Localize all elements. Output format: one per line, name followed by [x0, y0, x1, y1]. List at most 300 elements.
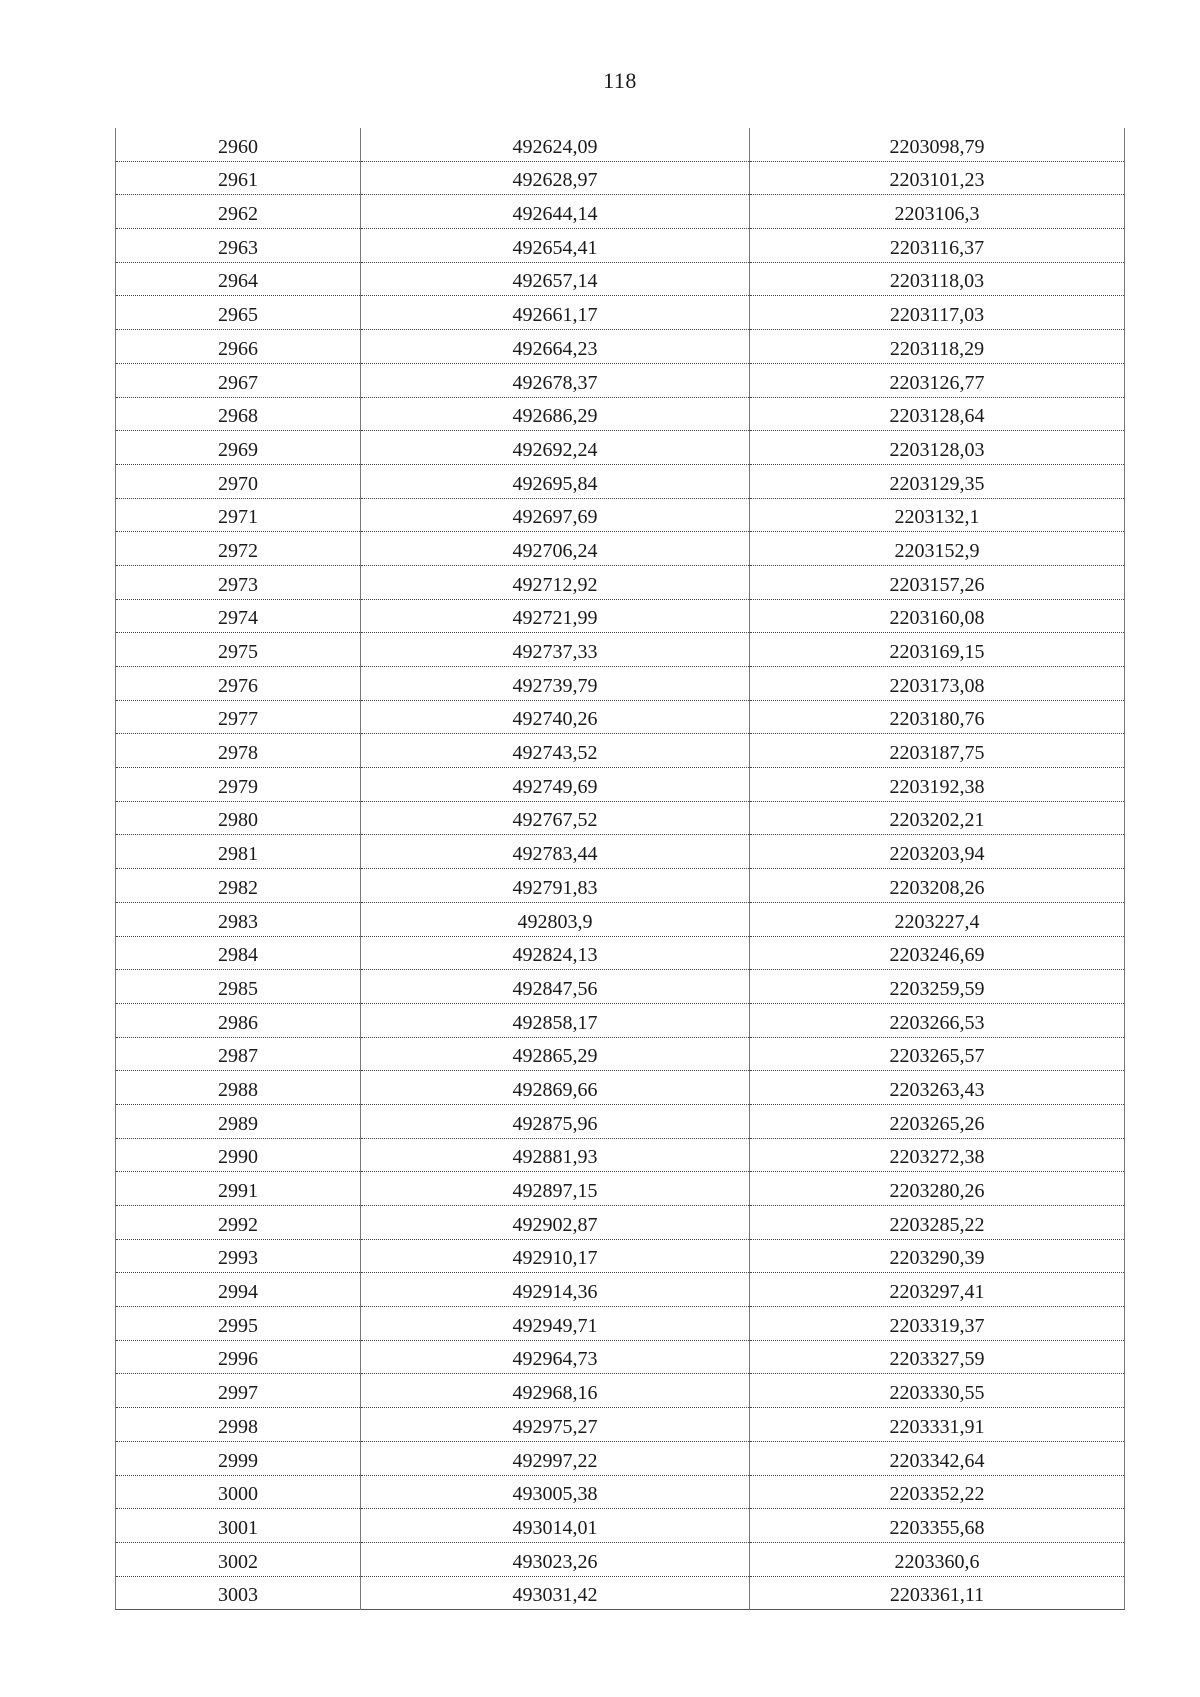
y-coordinate-value: 2203098,79 — [889, 135, 985, 158]
point-number-cell — [116, 1138, 361, 1172]
y-coordinate-value: 2203157,26 — [889, 573, 985, 596]
x-coordinate-cell — [361, 1172, 750, 1206]
point-number-value: 2971 — [218, 506, 258, 529]
table-row — [116, 667, 1125, 701]
table-row — [116, 801, 1125, 835]
x-coordinate-value: 492875,96 — [512, 1112, 598, 1135]
y-coordinate-value: 2203160,08 — [889, 607, 985, 630]
point-number-value: 2966 — [218, 337, 258, 360]
x-coordinate-cell — [361, 1239, 750, 1273]
point-number-cell — [116, 700, 361, 734]
y-coordinate-cell — [750, 128, 1125, 161]
point-number-cell — [116, 768, 361, 802]
table-row — [116, 498, 1125, 532]
y-coordinate-value: 2203327,59 — [889, 1348, 985, 1371]
x-coordinate-value: 492678,37 — [512, 371, 598, 394]
table-row — [116, 1340, 1125, 1374]
table-row — [116, 397, 1125, 431]
y-coordinate-cell — [750, 161, 1125, 195]
y-coordinate-cell — [750, 1509, 1125, 1543]
table-row — [116, 734, 1125, 768]
x-coordinate-cell — [361, 700, 750, 734]
y-coordinate-value: 2203118,29 — [889, 337, 985, 360]
table-row — [116, 363, 1125, 397]
point-number-cell — [116, 1206, 361, 1240]
x-coordinate-value: 492712,92 — [512, 573, 598, 596]
y-coordinate-value: 2203266,53 — [889, 1011, 985, 1034]
y-coordinate-value: 2203128,03 — [889, 438, 985, 461]
table-row — [116, 1104, 1125, 1138]
point-number-cell — [116, 1408, 361, 1442]
coordinates-table — [115, 128, 1125, 1610]
point-number-cell — [116, 835, 361, 869]
y-coordinate-value: 2203290,39 — [889, 1247, 985, 1270]
y-coordinate-cell — [750, 330, 1125, 364]
x-coordinate-value: 492721,99 — [512, 607, 598, 630]
table-row — [116, 296, 1125, 330]
y-coordinate-cell — [750, 262, 1125, 296]
table-row — [116, 1441, 1125, 1475]
point-number-cell — [116, 229, 361, 263]
point-number-cell — [116, 330, 361, 364]
y-coordinate-value: 2203265,57 — [889, 1045, 985, 1068]
point-number-cell — [116, 1307, 361, 1341]
point-number-value: 2992 — [218, 1213, 258, 1236]
y-coordinate-cell — [750, 464, 1125, 498]
table-row — [116, 431, 1125, 465]
y-coordinate-cell — [750, 431, 1125, 465]
x-coordinate-cell — [361, 195, 750, 229]
x-coordinate-value: 492628,97 — [512, 169, 598, 192]
y-coordinate-value: 2203116,37 — [889, 236, 985, 259]
table-row — [116, 464, 1125, 498]
y-coordinate-cell — [750, 1071, 1125, 1105]
point-number-cell — [116, 936, 361, 970]
x-coordinate-cell — [361, 936, 750, 970]
point-number-value: 3003 — [218, 1584, 258, 1607]
point-number-value: 2986 — [218, 1011, 258, 1034]
y-coordinate-cell — [750, 1408, 1125, 1442]
table-row — [116, 262, 1125, 296]
point-number-value: 2983 — [218, 910, 258, 933]
y-coordinate-value: 2203173,08 — [889, 674, 985, 697]
point-number-cell — [116, 1239, 361, 1273]
point-number-value: 2985 — [218, 977, 258, 1000]
x-coordinate-cell — [361, 1206, 750, 1240]
x-coordinate-cell — [361, 565, 750, 599]
table-row — [116, 1273, 1125, 1307]
x-coordinate-value: 493031,42 — [512, 1584, 598, 1607]
y-coordinate-value: 2203180,76 — [889, 708, 985, 731]
point-number-cell — [116, 1003, 361, 1037]
y-coordinate-value: 2203187,75 — [889, 742, 985, 765]
point-number-cell — [116, 734, 361, 768]
y-coordinate-value: 2203352,22 — [889, 1483, 985, 1506]
point-number-value: 2994 — [218, 1281, 258, 1304]
x-coordinate-value: 492902,87 — [512, 1213, 598, 1236]
x-coordinate-value: 492824,13 — [512, 944, 598, 967]
x-coordinate-cell — [361, 161, 750, 195]
x-coordinate-value: 492740,26 — [512, 708, 598, 731]
y-coordinate-cell — [750, 195, 1125, 229]
point-number-value: 2982 — [218, 876, 258, 899]
point-number-value: 3001 — [218, 1516, 258, 1539]
x-coordinate-value: 492975,27 — [512, 1415, 598, 1438]
x-coordinate-cell — [361, 599, 750, 633]
y-coordinate-cell — [750, 599, 1125, 633]
x-coordinate-value: 492949,71 — [512, 1314, 598, 1337]
table-row — [116, 1307, 1125, 1341]
y-coordinate-value: 2203227,4 — [894, 910, 980, 933]
point-number-value: 2995 — [218, 1314, 258, 1337]
y-coordinate-value: 2203272,38 — [889, 1146, 985, 1169]
x-coordinate-cell — [361, 1273, 750, 1307]
x-coordinate-cell — [361, 363, 750, 397]
y-coordinate-cell — [750, 363, 1125, 397]
table-row — [116, 1172, 1125, 1206]
point-number-cell — [116, 801, 361, 835]
point-number-cell — [116, 363, 361, 397]
y-coordinate-cell — [750, 1206, 1125, 1240]
x-coordinate-cell — [361, 1071, 750, 1105]
table-row — [116, 700, 1125, 734]
point-number-cell — [116, 1475, 361, 1509]
y-coordinate-cell — [750, 734, 1125, 768]
y-coordinate-value: 2203361,11 — [889, 1584, 985, 1607]
point-number-value: 2969 — [218, 438, 258, 461]
table-row — [116, 330, 1125, 364]
x-coordinate-value: 492692,24 — [512, 438, 598, 461]
y-coordinate-value: 2203331,91 — [889, 1415, 985, 1438]
point-number-cell — [116, 161, 361, 195]
y-coordinate-cell — [750, 532, 1125, 566]
x-coordinate-cell — [361, 1509, 750, 1543]
x-coordinate-value: 492695,84 — [512, 472, 598, 495]
point-number-cell — [116, 1273, 361, 1307]
point-number-value: 2980 — [218, 809, 258, 832]
page-number: 118 — [603, 68, 637, 93]
y-coordinate-cell — [750, 397, 1125, 431]
y-coordinate-value: 2203132,1 — [894, 506, 980, 529]
y-coordinate-value: 2203128,64 — [889, 405, 985, 428]
x-coordinate-value: 492767,52 — [512, 809, 598, 832]
point-number-cell — [116, 1172, 361, 1206]
y-coordinate-value: 2203101,23 — [889, 169, 985, 192]
x-coordinate-value: 492624,09 — [512, 135, 598, 158]
y-coordinate-value: 2203285,22 — [889, 1213, 985, 1236]
y-coordinate-cell — [750, 1104, 1125, 1138]
x-coordinate-value: 492865,29 — [512, 1045, 598, 1068]
y-coordinate-value: 2203319,37 — [889, 1314, 985, 1337]
x-coordinate-value: 492661,17 — [512, 304, 598, 327]
point-number-value: 2964 — [218, 270, 258, 293]
y-coordinate-value: 2203263,43 — [889, 1078, 985, 1101]
table-row — [116, 532, 1125, 566]
point-number-value: 2973 — [218, 573, 258, 596]
table-row — [116, 195, 1125, 229]
point-number-value: 2993 — [218, 1247, 258, 1270]
x-coordinate-value: 492997,22 — [512, 1449, 598, 1472]
point-number-cell — [116, 1374, 361, 1408]
table-row — [116, 902, 1125, 936]
point-number-cell — [116, 464, 361, 498]
y-coordinate-cell — [750, 1273, 1125, 1307]
y-coordinate-value: 2203330,55 — [889, 1382, 985, 1405]
x-coordinate-cell — [361, 734, 750, 768]
point-number-cell — [116, 431, 361, 465]
point-number-cell — [116, 1104, 361, 1138]
y-coordinate-cell — [750, 1037, 1125, 1071]
y-coordinate-cell — [750, 801, 1125, 835]
point-number-value: 2990 — [218, 1146, 258, 1169]
y-coordinate-cell — [750, 565, 1125, 599]
y-coordinate-cell — [750, 970, 1125, 1004]
point-number-value: 2987 — [218, 1045, 258, 1068]
x-coordinate-value: 492914,36 — [512, 1281, 598, 1304]
x-coordinate-cell — [361, 1104, 750, 1138]
point-number-value: 2991 — [218, 1180, 258, 1202]
x-coordinate-cell — [361, 397, 750, 431]
point-number-value: 2963 — [218, 236, 258, 259]
x-coordinate-cell — [361, 431, 750, 465]
y-coordinate-value: 2203280,26 — [889, 1180, 985, 1202]
table-row — [116, 128, 1125, 161]
x-coordinate-cell — [361, 1441, 750, 1475]
x-coordinate-value: 492881,93 — [512, 1146, 598, 1169]
y-coordinate-cell — [750, 1340, 1125, 1374]
y-coordinate-cell — [750, 1576, 1125, 1610]
x-coordinate-value: 493023,26 — [512, 1550, 598, 1573]
y-coordinate-value: 2203106,3 — [894, 203, 980, 226]
x-coordinate-value: 492791,83 — [512, 876, 598, 899]
x-coordinate-cell — [361, 262, 750, 296]
table-row — [116, 1374, 1125, 1408]
x-coordinate-cell — [361, 1037, 750, 1071]
table-row — [116, 599, 1125, 633]
x-coordinate-value: 492847,56 — [512, 977, 598, 1000]
point-number-value: 2974 — [218, 607, 258, 630]
point-number-cell — [116, 397, 361, 431]
point-number-cell — [116, 296, 361, 330]
point-number-value: 2972 — [218, 539, 258, 562]
y-coordinate-value: 2203129,35 — [889, 472, 985, 495]
x-coordinate-cell — [361, 1340, 750, 1374]
y-coordinate-cell — [750, 1138, 1125, 1172]
point-number-value: 2984 — [218, 944, 258, 967]
point-number-value: 2967 — [218, 371, 258, 394]
x-coordinate-cell — [361, 1307, 750, 1341]
x-coordinate-value: 492783,44 — [512, 843, 598, 866]
point-number-cell — [116, 1542, 361, 1576]
table-row — [116, 1239, 1125, 1273]
point-number-value: 2999 — [218, 1449, 258, 1472]
point-number-cell — [116, 498, 361, 532]
table-row — [116, 1542, 1125, 1576]
x-coordinate-cell — [361, 1138, 750, 1172]
point-number-value: 2961 — [218, 169, 258, 192]
table-row — [116, 1037, 1125, 1071]
point-number-cell — [116, 1576, 361, 1610]
x-coordinate-value: 492803,9 — [517, 910, 593, 933]
x-coordinate-value: 492664,23 — [512, 337, 598, 360]
y-coordinate-cell — [750, 1475, 1125, 1509]
y-coordinate-cell — [750, 1441, 1125, 1475]
x-coordinate-cell — [361, 801, 750, 835]
point-number-value: 2968 — [218, 405, 258, 428]
point-number-cell — [116, 970, 361, 1004]
y-coordinate-cell — [750, 1003, 1125, 1037]
y-coordinate-value: 2203342,64 — [889, 1449, 985, 1472]
point-number-cell — [116, 195, 361, 229]
y-coordinate-cell — [750, 1374, 1125, 1408]
y-coordinate-cell — [750, 1542, 1125, 1576]
y-coordinate-cell — [750, 1239, 1125, 1273]
x-coordinate-cell — [361, 229, 750, 263]
y-coordinate-cell — [750, 296, 1125, 330]
y-coordinate-cell — [750, 902, 1125, 936]
x-coordinate-value: 493014,01 — [512, 1516, 598, 1539]
x-coordinate-cell — [361, 1374, 750, 1408]
y-coordinate-value: 2203208,26 — [889, 876, 985, 899]
table-row — [116, 1003, 1125, 1037]
x-coordinate-cell — [361, 464, 750, 498]
y-coordinate-value: 2203126,77 — [889, 371, 985, 394]
x-coordinate-cell — [361, 532, 750, 566]
point-number-value: 2976 — [218, 674, 258, 697]
y-coordinate-cell — [750, 1172, 1125, 1206]
point-number-cell — [116, 565, 361, 599]
point-number-value: 2962 — [218, 203, 258, 226]
point-number-value: 2979 — [218, 775, 258, 798]
x-coordinate-value: 492897,15 — [512, 1180, 598, 1202]
y-coordinate-cell — [750, 1307, 1125, 1341]
x-coordinate-cell — [361, 768, 750, 802]
table-row — [116, 970, 1125, 1004]
x-coordinate-cell — [361, 1003, 750, 1037]
y-coordinate-cell — [750, 936, 1125, 970]
x-coordinate-cell — [361, 1475, 750, 1509]
y-coordinate-value: 2203152,9 — [894, 539, 980, 562]
x-coordinate-cell — [361, 835, 750, 869]
x-coordinate-cell — [361, 970, 750, 1004]
x-coordinate-cell — [361, 1408, 750, 1442]
y-coordinate-cell — [750, 768, 1125, 802]
x-coordinate-cell — [361, 1542, 750, 1576]
table-row — [116, 1509, 1125, 1543]
point-number-value: 2989 — [218, 1112, 258, 1135]
x-coordinate-value: 492737,33 — [512, 641, 598, 663]
y-coordinate-value: 2203169,15 — [889, 641, 985, 663]
x-coordinate-value: 492964,73 — [512, 1348, 598, 1371]
point-number-cell — [116, 532, 361, 566]
table-row — [116, 1206, 1125, 1240]
point-number-cell — [116, 869, 361, 903]
point-number-cell — [116, 902, 361, 936]
point-number-value: 2975 — [218, 641, 258, 663]
point-number-cell — [116, 1340, 361, 1374]
coordinates-table-body — [116, 128, 1125, 1610]
table-row — [116, 161, 1125, 195]
y-coordinate-value: 2203117,03 — [889, 304, 985, 327]
table-row — [116, 229, 1125, 263]
x-coordinate-cell — [361, 869, 750, 903]
x-coordinate-value: 493005,38 — [512, 1483, 598, 1506]
x-coordinate-value: 492654,41 — [512, 236, 598, 259]
y-coordinate-value: 2203118,03 — [889, 270, 985, 293]
x-coordinate-cell — [361, 296, 750, 330]
table-row — [116, 1138, 1125, 1172]
table-row — [116, 565, 1125, 599]
y-coordinate-cell — [750, 498, 1125, 532]
y-coordinate-value: 2203202,21 — [889, 809, 985, 832]
y-coordinate-value: 2203246,69 — [889, 944, 985, 967]
x-coordinate-cell — [361, 633, 750, 667]
table-row — [116, 835, 1125, 869]
x-coordinate-cell — [361, 330, 750, 364]
y-coordinate-value: 2203355,68 — [889, 1516, 985, 1539]
point-number-cell — [116, 599, 361, 633]
table-row — [116, 768, 1125, 802]
point-number-value: 2981 — [218, 843, 258, 866]
x-coordinate-value: 492743,52 — [512, 742, 598, 765]
y-coordinate-value: 2203297,41 — [889, 1281, 985, 1304]
point-number-value: 2998 — [218, 1415, 258, 1438]
x-coordinate-value: 492739,79 — [512, 674, 598, 697]
point-number-value: 2965 — [218, 304, 258, 327]
table-row — [116, 1071, 1125, 1105]
y-coordinate-cell — [750, 869, 1125, 903]
y-coordinate-cell — [750, 229, 1125, 263]
point-number-value: 2960 — [218, 135, 258, 158]
y-coordinate-cell — [750, 633, 1125, 667]
point-number-value: 3002 — [218, 1550, 258, 1573]
point-number-cell — [116, 1037, 361, 1071]
table-row — [116, 1576, 1125, 1610]
x-coordinate-value: 492706,24 — [512, 539, 598, 562]
x-coordinate-value: 492910,17 — [512, 1247, 598, 1270]
x-coordinate-cell — [361, 1576, 750, 1610]
y-coordinate-value: 2203203,94 — [889, 843, 985, 866]
point-number-value: 3000 — [218, 1483, 258, 1506]
x-coordinate-cell — [361, 667, 750, 701]
x-coordinate-value: 492644,14 — [512, 203, 598, 226]
y-coordinate-cell — [750, 667, 1125, 701]
point-number-value: 2997 — [218, 1382, 258, 1405]
point-number-cell — [116, 1441, 361, 1475]
x-coordinate-value: 492869,66 — [512, 1078, 598, 1101]
y-coordinate-cell — [750, 700, 1125, 734]
x-coordinate-cell — [361, 902, 750, 936]
point-number-value: 2978 — [218, 742, 258, 765]
point-number-value: 2970 — [218, 472, 258, 495]
point-number-cell — [116, 128, 361, 161]
x-coordinate-value: 492697,69 — [512, 506, 598, 529]
table-row — [116, 1408, 1125, 1442]
x-coordinate-value: 492858,17 — [512, 1011, 598, 1034]
x-coordinate-cell — [361, 498, 750, 532]
table-row — [116, 633, 1125, 667]
point-number-value: 2996 — [218, 1348, 258, 1371]
y-coordinate-value: 2203360,6 — [894, 1550, 980, 1573]
x-coordinate-value: 492686,29 — [512, 405, 598, 428]
y-coordinate-value: 2203259,59 — [889, 977, 985, 1000]
point-number-value: 2977 — [218, 708, 258, 731]
y-coordinate-value: 2203265,26 — [889, 1112, 985, 1135]
y-coordinate-cell — [750, 835, 1125, 869]
table-row — [116, 1475, 1125, 1509]
table-row — [116, 869, 1125, 903]
x-coordinate-value: 492749,69 — [512, 775, 598, 798]
